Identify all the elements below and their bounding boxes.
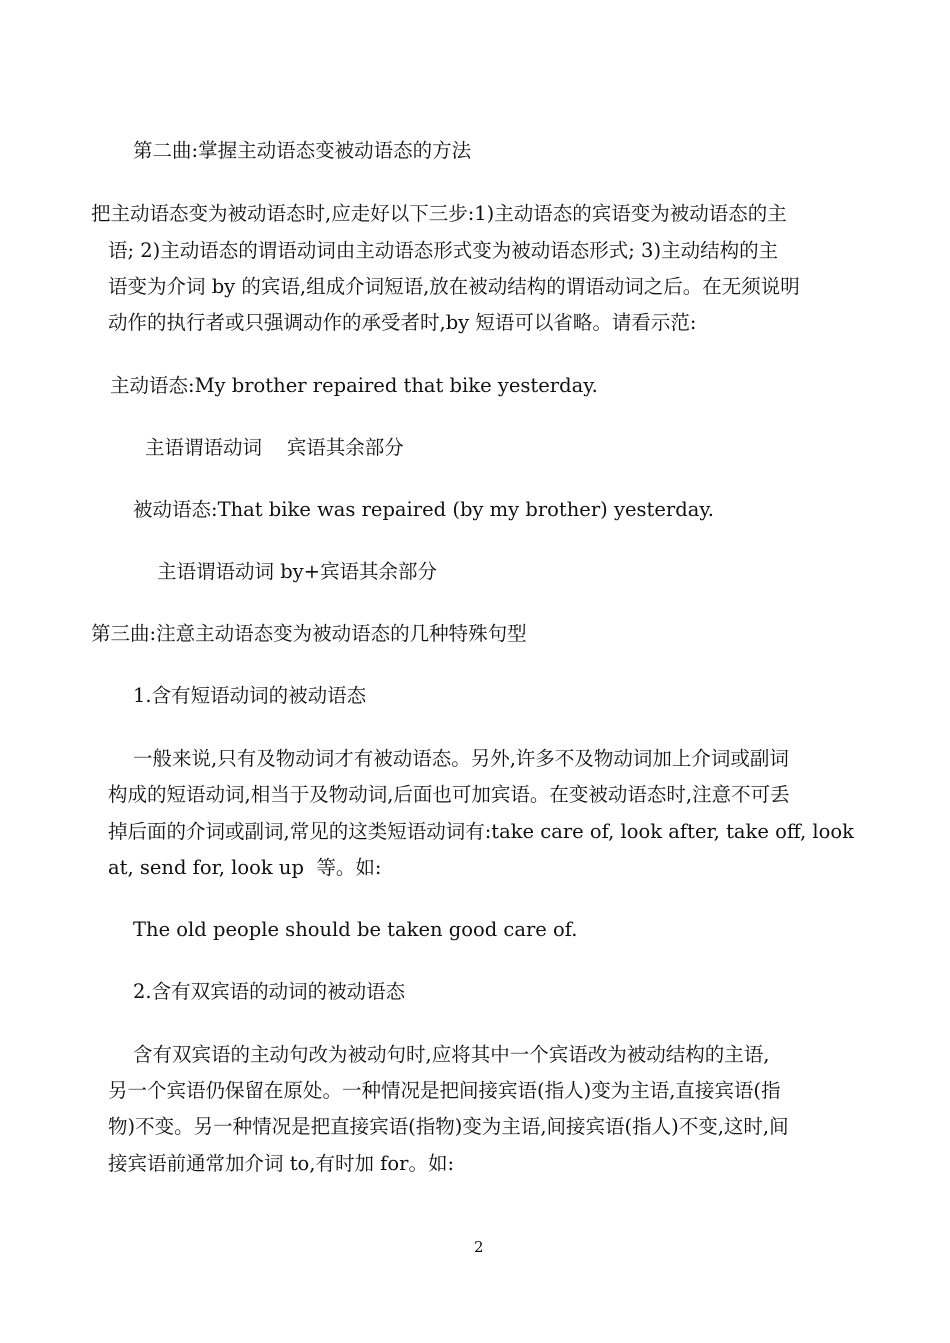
paragraph-line: 把主动语态变为被动语态时,应走好以下三步:1)主动语态的宾语变为被动语态的主: [91, 202, 787, 225]
paragraph-line: 另一个宾语仍保留在原处。一种情况是把间接宾语(指人)变为主语,直接宾语(指: [108, 1079, 781, 1102]
paragraph-line: 一般来说,只有及物动词才有被动语态。另外,许多不及物动词加上介词或副词: [133, 747, 789, 770]
paragraph-line: at, send for, look up 等。如:: [108, 856, 382, 879]
paragraph-line: 构成的短语动词,相当于及物动词,后面也可加宾语。在变被动语态时,注意不可丢: [108, 783, 790, 806]
item2-title: 2.含有双宾语的动词的被动语态: [133, 980, 406, 1003]
paragraph-line: 物)不变。另一种情况是把直接宾语(指物)变为主语,间接宾语(指人)不变,这时,间: [108, 1115, 789, 1138]
paragraph-line: 语变为介词 by 的宾语,组成介词短语,放在被动结构的谓语动词之后。在无须说明: [108, 275, 800, 298]
section3-title: 第三曲:注意主动语态变为被动语态的几种特殊句型: [91, 622, 527, 645]
section2-title: 第二曲:掌握主动语态变被动语态的方法: [133, 139, 472, 162]
item1-example: The old people should be taken good care of.: [133, 918, 578, 941]
example-active: 主动语态:My brother repaired that bike yesterday.: [110, 374, 598, 397]
paragraph-line: 接宾语前通常加介词 to,有时加 for。如:: [108, 1152, 455, 1175]
example-passive: 被动语态:That bike was repaired (by my brother) yesterday.: [133, 498, 714, 521]
page-number: 2: [474, 1238, 484, 1256]
example-passive-parts: 主语谓语动词 by+宾语其余部分: [157, 560, 438, 583]
paragraph-line: 动作的执行者或只强调动作的承受者时,by 短语可以省略。请看示范:: [108, 311, 697, 334]
example-active-parts: 主语谓语动词 宾语其余部分: [145, 436, 404, 459]
paragraph-line: 掉后面的介词或副词,常见的这类短语动词有:take care of, look after, take off, look: [108, 820, 854, 843]
paragraph-line: 语; 2)主动语态的谓语动词由主动语态形式变为被动语态形式; 3)主动结构的主: [108, 239, 779, 262]
paragraph-line: 含有双宾语的主动句改为被动句时,应将其中一个宾语改为被动结构的主语,: [133, 1043, 770, 1066]
item1-title: 1.含有短语动词的被动语态: [133, 684, 367, 707]
